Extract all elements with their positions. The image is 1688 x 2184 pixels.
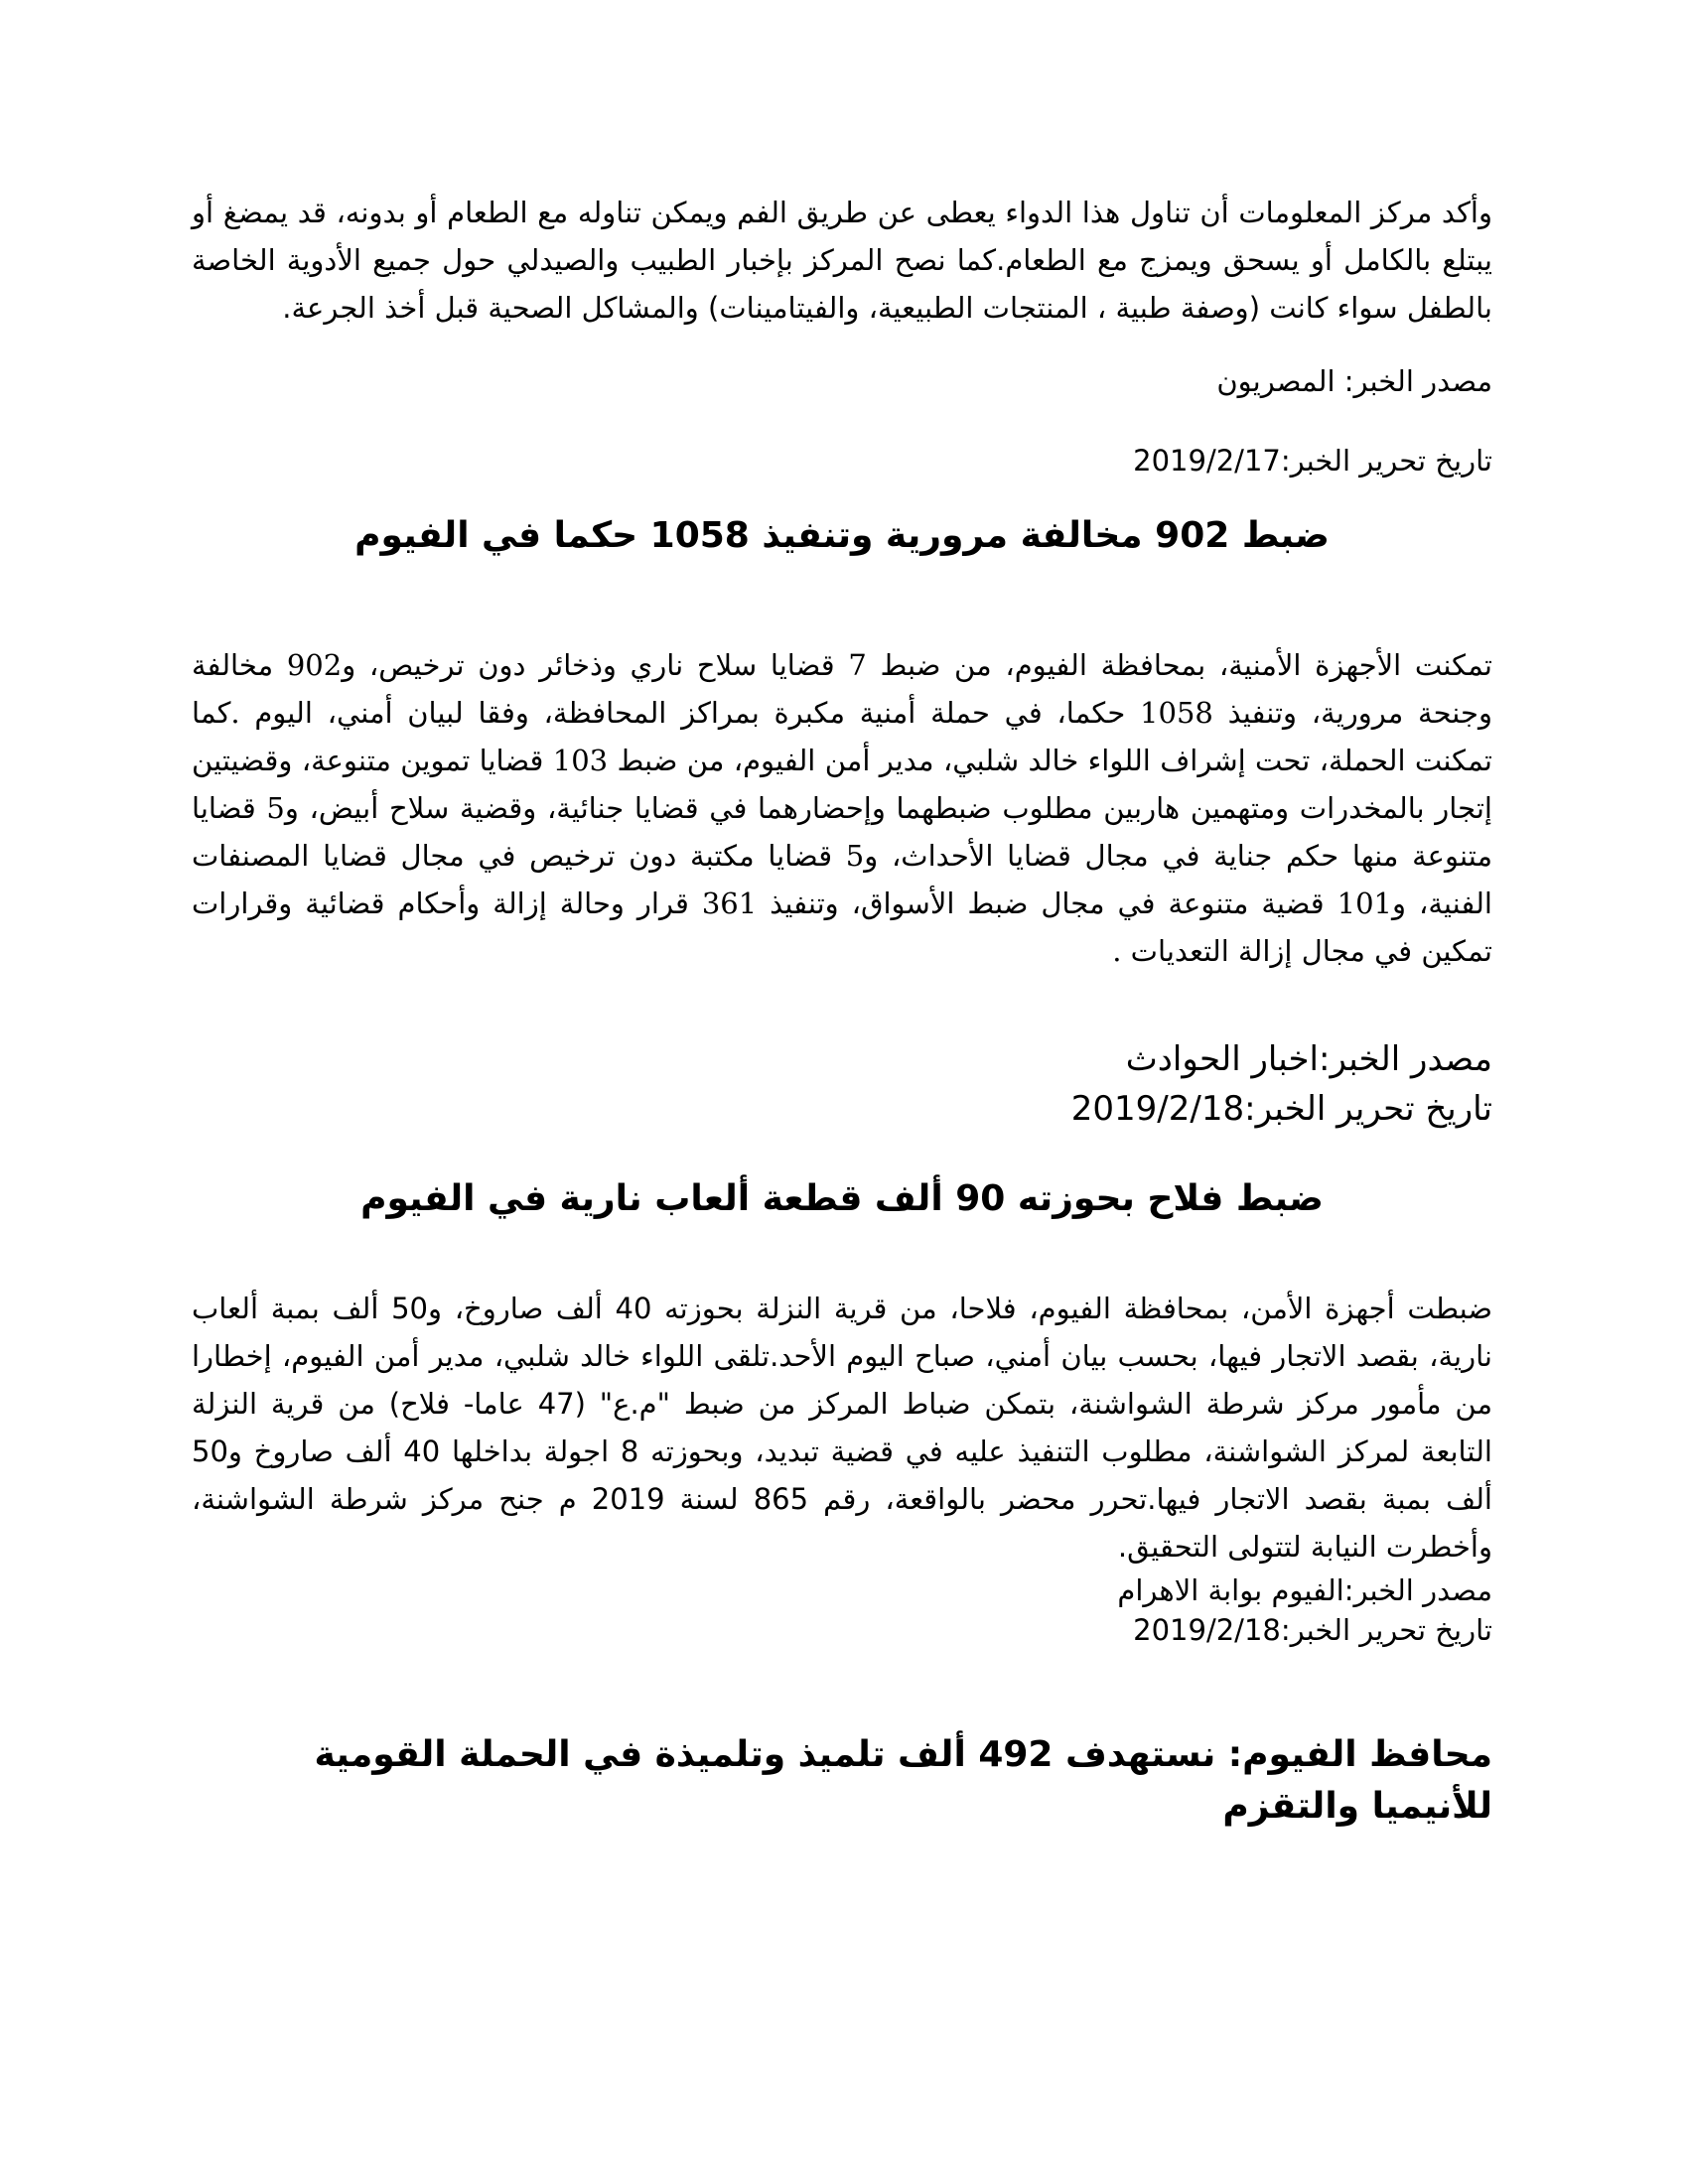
article1-body: تمكنت الأجهزة الأمنية، بمحافظة الفيوم، من ضبط 7 قضايا سلاح ناري وذخائر دون ترخيص، و902 مخالفة وجنحة مرورية، وتنفيذ 1058 حكما، في حملة أمنية مكبرة بمراكز المحافظة، وفقا لبيان أمني، اليوم .كما تمكنت الحملة، تحت إشراف اللواء خالد شلبي، مدير أمن الفيوم، من ضبط 103 قضايا تموين متنوعة، وقضيتين إتجار بالمخدرات ومتهمين هاربين مطلوب ضبطهما وإحضارهما في قضايا جنائية، وقضية سلاح أبيض، و5 قضايا متنوعة منها حكم جناية في مجال قضايا الأحداث، و5 قضايا مكتبة دون ترخيص في مجال قضايا المصنفات الفنية، و101 قضية متنوعة في مجال ضبط الأسواق، وتنفيذ 361 قرار وحالة إزالة وأحكام قضائية وقرارات تمكين في مجال إزالة التعديات . [192, 648, 1492, 968]
intro-paragraph: وأكد مركز المعلومات أن تناول هذا الدواء يعطى عن طريق الفم ويمكن تناوله مع الطعام أو بدونه، قد يمضغ أو يبتلع بالكامل أو يسحق ويمزج مع الطعام.كما نصح المركز بإخبار الطبيب والصيدلي حول جميع الأدوية الخاصة بالطفل سواء كانت (وصفة طبية ، المنتجات الطبيعية، والفيتامينات) والمشاكل الصحية قبل أخذ الجرعة. [192, 196, 1492, 325]
article2-body: ضبطت أجهزة الأمن، بمحافظة الفيوم، فلاحا، من قرية النزلة بحوزته 40 ألف صاروخ، و50 ألف بمبة ألعاب نارية، بقصد الاتجار فيها، بحسب بيان أمني، صباح اليوم الأحد.تلقى اللواء خالد شلبي، مدير أمن الفيوم، إخطارا من مأمور مركز شرطة الشواشنة، بتمكن ضباط المركز من ضبط "م.ع" (47 عاما- فلاح) من قرية النزلة التابعة لمركز الشواشنة، مطلوب التنفيذ عليه في قضية تبديد، وبحوزته 8 اجولة بداخلها 40 ألف صاروخ و50 ألف بمبة بقصد الاتجار فيها.تحرر محضر بالواقعة، رقم 865 لسنة 2019 م جنح مركز شرطة الشواشنة، وأخطرت النيابة لتتولى التحقيق. [192, 1292, 1492, 1564]
article1-headline: ضبط 902 مخالفة مرورية وتنفيذ 1058 حكما في الفيوم [354, 515, 1330, 556]
document-page [192, 189, 1492, 1833]
article2-source: مصدر الخبر:الفيوم بوابة الاهرام [1117, 1573, 1492, 1607]
article1-date: تاريخ تحرير الخبر:2019/2/18 [1070, 1089, 1492, 1129]
article2-headline: ضبط فلاح بحوزته 90 ألف قطعة ألعاب نارية في الفيوم [360, 1178, 1324, 1219]
article1-source: مصدر الخبر:اخبار الحوادث [1125, 1039, 1492, 1079]
article3-headline: محافظ الفيوم: نستهدف 492 ألف تلميذ وتلميذة في الحملة القومية للأنيميا والتقزم [314, 1734, 1492, 1827]
intro-source: مصدر الخبر: المصريون [1216, 364, 1492, 398]
intro-date: تاريخ تحرير الخبر:2019/2/17 [1133, 444, 1492, 478]
article2-date: تاريخ تحرير الخبر:2019/2/18 [1133, 1613, 1492, 1647]
